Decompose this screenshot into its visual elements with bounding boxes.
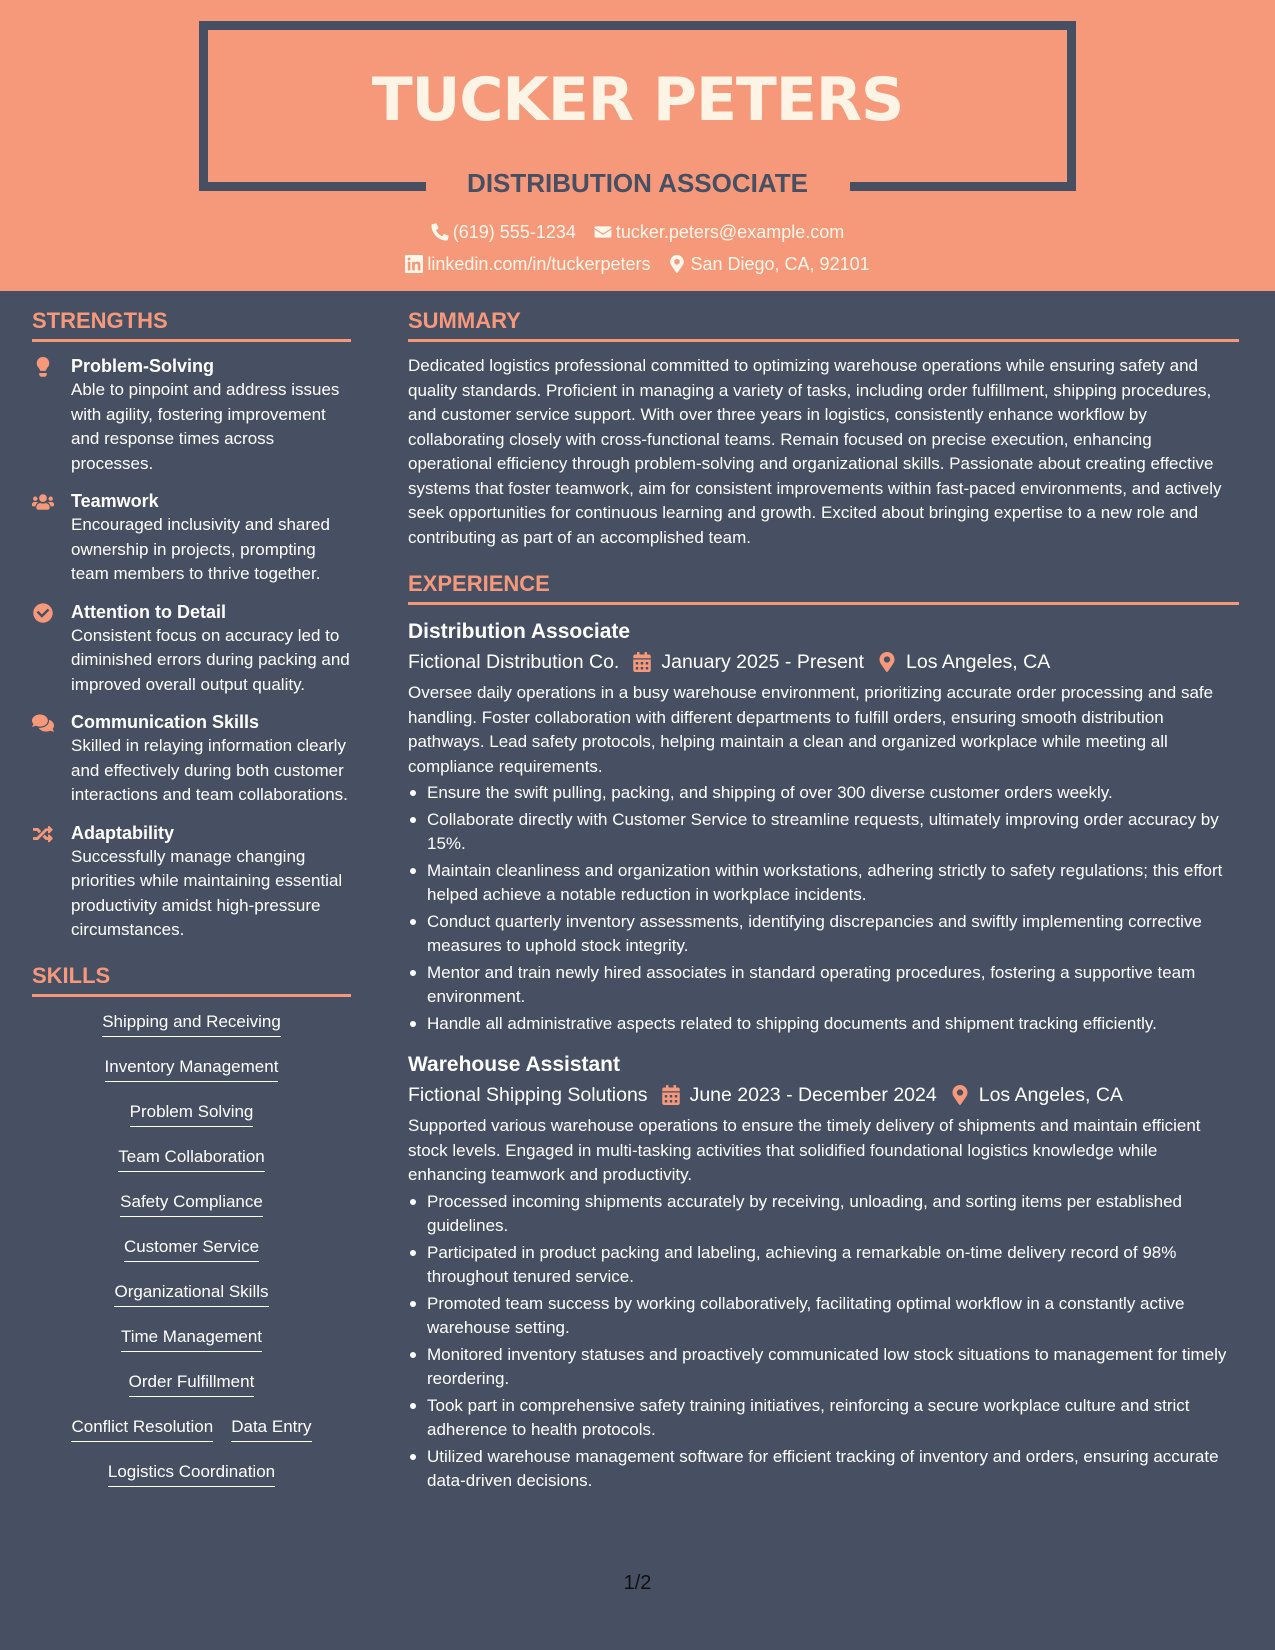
job-title: Distribution Associate: [408, 620, 631, 643]
users-icon: [32, 492, 54, 512]
summary-heading: SUMMARY: [408, 305, 1239, 342]
skill-tag: Problem Solving: [130, 1099, 254, 1127]
skill-tag: Team Collaboration: [118, 1144, 264, 1172]
calendar-icon: [633, 652, 651, 672]
job-description: Oversee daily operations in a busy warehouse environment, prioritizing accurate order processing and safe handling. Foster collaboration with different departments to fulfill orders, ensuring smooth distribution pathways. Lead safety protocols, helping maintain a clean and organized workplace while meeting all compliance requirements.: [408, 683, 1214, 776]
company-name: Fictional Distribution Co.: [408, 651, 620, 673]
bullet-item: Maintain cleanliness and organization within workstations, adhering strictly to safety regulations; this effort helped achieve a notable reduction in workplace incidents.: [408, 859, 1239, 908]
strength-description: Successfully manage changing priorities while maintaining essential productivity amidst high-pressure circumstances.: [71, 846, 343, 939]
check-circle-icon: [32, 603, 54, 623]
strength-title: Attention to Detail: [71, 601, 226, 622]
strength-item: [32, 710, 351, 808]
strength-description: Encouraged inclusivity and shared ownership in projects, prompting team members to thrive together.: [71, 515, 330, 583]
candidate-role: DISTRIBUTION ASSOCIATE: [467, 168, 808, 198]
map-pin-icon: [951, 1085, 969, 1105]
contact-email[interactable]: [594, 220, 844, 244]
calendar-icon: [662, 1085, 680, 1105]
strength-title: Communication Skills: [71, 712, 260, 732]
skill-tag: Customer Service: [124, 1234, 259, 1262]
bullet-item: Mentor and train newly hired associates in standard operating procedures, fostering a supportive team environment.: [408, 961, 1239, 1010]
lightbulb-icon: [32, 357, 54, 377]
skill-tag: Logistics Coordination: [108, 1459, 275, 1487]
strength-title: Problem-Solving: [71, 356, 215, 376]
bullet-item: Ensure the swift pulling, packing, and shipping of over 300 diverse customer orders weekly.: [408, 781, 1239, 806]
phone-number: (619) 555-1234: [452, 222, 576, 242]
linkedin-url: linkedin.com/in/tuckerpeters: [427, 254, 651, 274]
job-description: Supported various warehouse operations to ensure the timely delivery of shipments and maintain efficient stock levels. Engaged in multi-tasking activities that solidified foundational logistics knowledge while enhancing teamwork and productivity.: [408, 1116, 1201, 1184]
left-column: [32, 305, 351, 1504]
envelope-icon: [594, 223, 612, 241]
strength-description: Skilled in relaying information clearly and effectively during both customer interactions and team collaborations.: [71, 736, 348, 804]
job-dates: June 2023 - December 2024: [689, 1084, 937, 1106]
location-text: San Diego, CA, 92101: [690, 254, 870, 274]
bullet-item: Took part in comprehensive safety training initiatives, reinforcing a secure workplace culture and strict adherence to health protocols.: [408, 1394, 1239, 1443]
strength-item: [32, 354, 351, 476]
job-location: Los Angeles, CA: [906, 651, 1051, 673]
bullet-item: Processed incoming shipments accurately by receiving, unloading, and sorting items per established guidelines.: [408, 1190, 1239, 1239]
strength-description: Consistent focus on accuracy led to diminished errors during packing and improved overall output quality.: [71, 625, 350, 694]
job-bullets: [408, 1190, 1239, 1494]
comments-icon: [32, 713, 54, 733]
skills-list: [32, 1009, 351, 1504]
candidate-name: TUCKER PETERS: [371, 65, 904, 135]
bullet-item: Collaborate directly with Customer Service to streamline requests, ultimately improving order accuracy by 15%.: [408, 808, 1239, 857]
bullet-item: Handle all administrative aspects related to shipping documents and shipment tracking efficiently.: [408, 1012, 1239, 1037]
map-pin-icon: [668, 255, 686, 273]
skill-tag: Data Entry: [231, 1414, 311, 1442]
strength-item: [32, 489, 351, 587]
strength-description: Able to pinpoint and address issues with agility, fostering improvement and response times across processes.: [71, 380, 340, 473]
job-bullets: [408, 781, 1239, 1036]
shuffle-icon: [32, 824, 54, 844]
contact-location: [668, 252, 869, 276]
email-address: tucker.peters@example.com: [615, 222, 845, 242]
strengths-heading: STRENGTHS: [32, 305, 351, 342]
skill-tag: Conflict Resolution: [71, 1414, 213, 1442]
skill-tag: Shipping and Receiving: [102, 1009, 281, 1037]
contact-linkedin[interactable]: [405, 252, 650, 276]
job-title: Warehouse Assistant: [408, 1053, 620, 1076]
job-meta: [408, 647, 1239, 677]
job-dates: January 2025 - Present: [661, 651, 865, 673]
job-entry: [408, 1050, 1239, 1494]
job-location: Los Angeles, CA: [978, 1084, 1123, 1106]
job-meta: [408, 1080, 1239, 1110]
job-entry: [408, 617, 1239, 1036]
bullet-item: Utilized warehouse management software for efficient tracking of inventory and orders, ensuring accurate data-driven decisions.: [408, 1445, 1239, 1494]
bullet-item: Conduct quarterly inventory assessments, identifying discrepancies and swiftly implementing corrective measures to uphold stock integrity.: [408, 910, 1239, 959]
skill-tag: Inventory Management: [105, 1054, 279, 1082]
strength-title: Teamwork: [71, 491, 159, 511]
bullet-item: Participated in product packing and labeling, achieving a remarkable on-time delivery record of 98% throughout tenured service.: [408, 1241, 1239, 1290]
skill-tag: Organizational Skills: [114, 1279, 268, 1307]
page-number: 1/2: [623, 1572, 652, 1594]
phone-icon: [431, 223, 449, 241]
skills-heading: SKILLS: [32, 960, 351, 997]
skill-tag: Order Fulfillment: [129, 1369, 255, 1397]
experience-heading: EXPERIENCE: [408, 568, 1239, 605]
map-pin-icon: [878, 652, 896, 672]
skill-tag: Time Management: [121, 1324, 262, 1352]
right-column: [408, 305, 1239, 1508]
linkedin-icon: [405, 255, 423, 273]
strength-item: [32, 600, 351, 698]
resume-header: [0, 0, 1275, 291]
summary-text: Dedicated logistics professional committed to optimizing warehouse operations while ensuring safety and quality standards. Proficient in managing a variety of tasks, including order fulfillment, shipping procedures, and customer service support. With over three years in logistics, consistently enhance workflow by collaborating closely with cross-functional teams. Remain focused on precise execution, enhancing operational efficiency through problem-solving and organizational skills. Passionate about creating effective systems that foster teamwork, aim for consistent improvements within fast-paced environments, and actively seek opportunities for continuous learning and growth. Excited about bringing expertise to a new role and contributing as part of an accomplished team.: [408, 356, 1222, 547]
contact-row-2: [0, 252, 1275, 276]
strength-item: [32, 821, 351, 943]
strength-title: Adaptability: [71, 822, 175, 843]
bullet-item: Promoted team success by working collaboratively, facilitating optimal workflow in a constantly active warehouse setting.: [408, 1292, 1239, 1341]
company-name: Fictional Shipping Solutions: [408, 1084, 648, 1106]
contact-phone[interactable]: [431, 220, 576, 244]
skill-tag: Safety Compliance: [120, 1189, 263, 1217]
contact-row-1: [0, 220, 1275, 244]
bullet-item: Monitored inventory statuses and proactively communicated low stock situations to management for timely reordering.: [408, 1343, 1239, 1392]
